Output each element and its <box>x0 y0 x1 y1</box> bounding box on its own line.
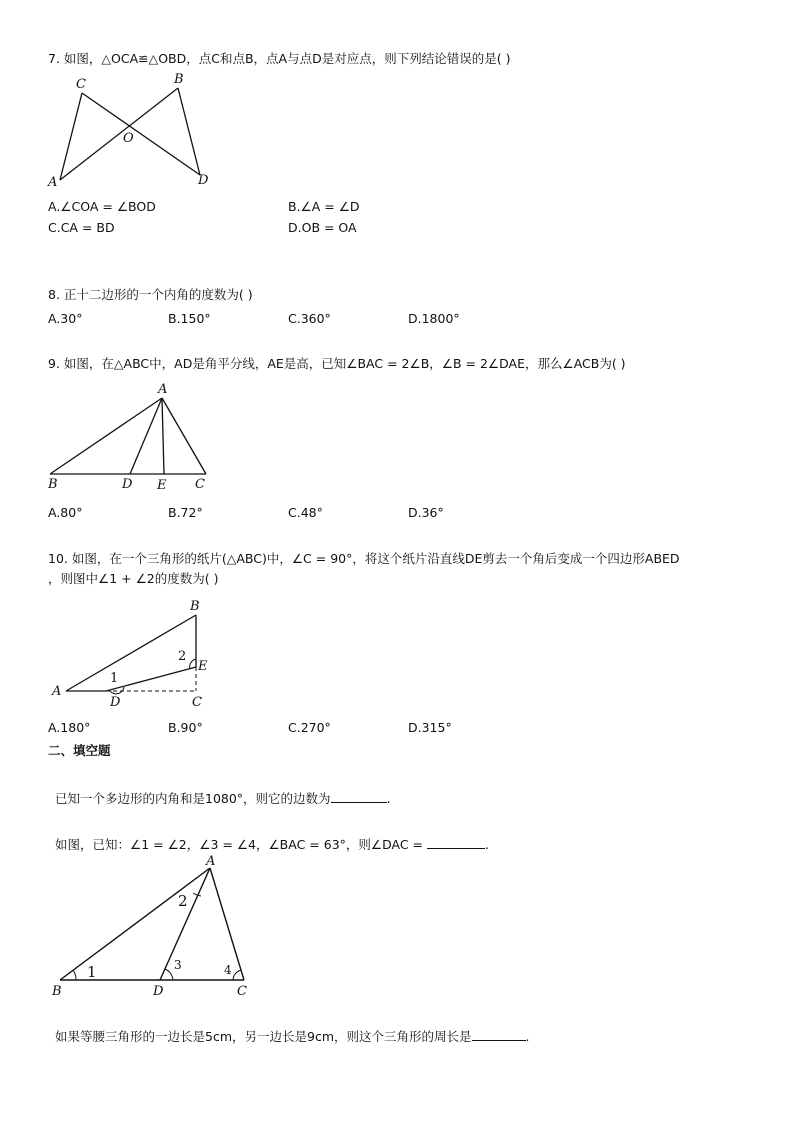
q7-option-a[interactable]: A.∠COA = ∠BOD <box>48 199 156 214</box>
q9-label-a: A <box>158 382 168 397</box>
fill-1-text: 已知一个多边形的内角和是1080°，则它的边数为 <box>55 791 331 806</box>
q7-label-c: C <box>76 77 86 92</box>
q10-label-b: B <box>190 599 200 614</box>
fill-3-blank[interactable] <box>472 1027 526 1041</box>
q9-option-c[interactable]: C.48° <box>288 505 323 520</box>
q10-option-a[interactable]: A.180° <box>48 720 91 735</box>
fill-2-angle-2-label: 2 <box>178 892 188 910</box>
q7-label-b: B <box>174 72 184 87</box>
q10-stem-line2: ，则图中∠1 + ∠2的度数为( ) <box>48 571 219 586</box>
q9-option-a[interactable]: A.80° <box>48 505 83 520</box>
q10-label-a: A <box>52 684 62 699</box>
section-2-heading: 二、填空题 <box>48 743 111 758</box>
fill-2-tail: . <box>485 837 489 852</box>
q9-option-d[interactable]: D.36° <box>408 505 444 520</box>
q7-figure <box>40 70 230 195</box>
q7-option-c[interactable]: C.CA = BD <box>48 220 115 235</box>
fill-2-angle-4-label: 4 <box>224 963 232 977</box>
q7-label-d: D <box>198 173 209 188</box>
q9-figure <box>40 378 220 493</box>
q7-label-a: A <box>48 175 58 190</box>
fill-2-text: 如图，已知：∠1 = ∠2，∠3 = ∠4，∠BAC = 63°，则∠DAC = <box>55 837 427 852</box>
q10-option-b[interactable]: B.90° <box>168 720 203 735</box>
fill-3 <box>55 1027 530 1046</box>
q9-label-d: D <box>122 477 133 492</box>
q10-figure <box>40 596 230 711</box>
q8-option-c[interactable]: C.360° <box>288 311 331 326</box>
q10-label-c: C <box>192 695 202 710</box>
q8-stem: 8. 正十二边形的一个内角的度数为( ) <box>48 287 253 302</box>
fill-2-label-b: B <box>52 984 62 999</box>
q10-stem-line1: 10. 如图，在一个三角形的纸片(△ABC)中，∠C = 90°，将这个纸片沿直线DE剪去一个角后变成一个四边形ABED <box>48 551 680 566</box>
fill-2-blank[interactable] <box>427 835 485 849</box>
q9-label-e: E <box>157 478 167 493</box>
q7-label-o: O <box>123 131 134 146</box>
q10-angle-2-label: 2 <box>178 649 187 664</box>
fill-2-label-c: C <box>237 984 247 999</box>
q8-option-d[interactable]: D.1800° <box>408 311 460 326</box>
q10-option-c[interactable]: C.270° <box>288 720 331 735</box>
q10-option-d[interactable]: D.315° <box>408 720 452 735</box>
q7-option-d[interactable]: D.OB = OA <box>288 220 357 235</box>
q9-label-b: B <box>48 477 58 492</box>
fill-2-label-a: A <box>206 854 216 869</box>
q7-option-b[interactable]: B.∠A = ∠D <box>288 199 360 214</box>
fill-2-angle-1-label: 1 <box>87 963 97 981</box>
q10-label-d: D <box>110 695 121 710</box>
q7-stem: 7. 如图，△OCA≌△OBD，点C和点B，点A与点D是对应点，则下列结论错误的是( ) <box>48 51 511 66</box>
q8-option-b[interactable]: B.150° <box>168 311 211 326</box>
fill-1-blank[interactable] <box>331 789 387 803</box>
fill-2-label-d: D <box>153 984 164 999</box>
q10-label-e: E <box>198 659 208 674</box>
q8-option-a[interactable]: A.30° <box>48 311 83 326</box>
q9-stem: 9. 如图，在△ABC中，AD是角平分线，AE是高，已知∠BAC = 2∠B，∠B = 2∠DAE，那么∠ACB为( ) <box>48 356 626 371</box>
fill-3-text: 如果等腰三角形的一边长是5cm，另一边长是9cm，则这个三角形的周长是 <box>55 1029 472 1044</box>
fill-2-angle-3-label: 3 <box>174 958 182 972</box>
q9-option-b[interactable]: B.72° <box>168 505 203 520</box>
fill-1 <box>55 789 391 808</box>
fill-1-tail: . <box>386 791 391 806</box>
q10-angle-1-label: 1 <box>110 671 119 686</box>
fill-2-figure <box>44 852 264 1002</box>
fill-3-tail: . <box>525 1029 530 1044</box>
q9-label-c: C <box>195 477 205 492</box>
